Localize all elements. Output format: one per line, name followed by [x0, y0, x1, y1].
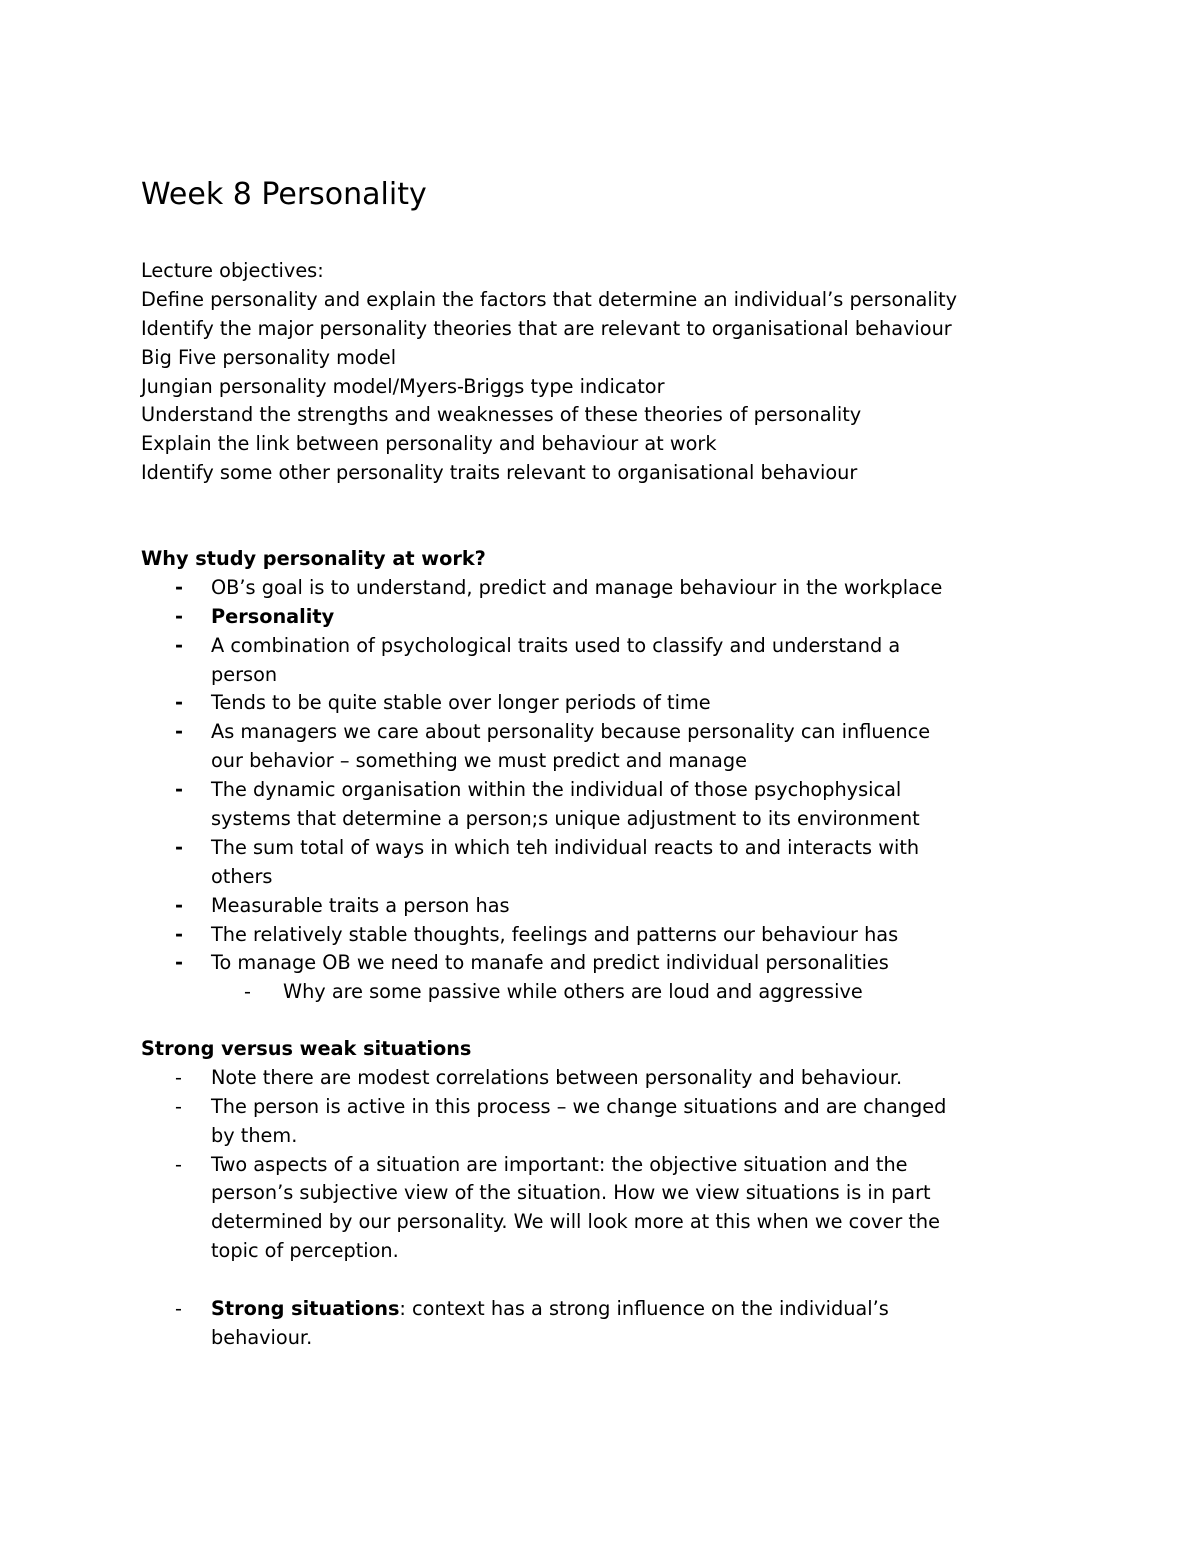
- list-item-text: Measurable traits a person has: [211, 893, 510, 917]
- list-item-continuation: [141, 863, 942, 892]
- bullet-dash: -: [175, 1094, 182, 1118]
- bullet-dash: -: [175, 604, 184, 628]
- list-item-text: others: [211, 864, 273, 888]
- list-item-text: by them.: [211, 1123, 298, 1147]
- list-item-text: Personality: [211, 604, 335, 628]
- bullet-dash: -: [175, 1297, 182, 1321]
- objective-item: Identify some other personality traits relevant to organisational behaviour: [141, 461, 858, 485]
- bullet-dash: -: [175, 575, 184, 599]
- list-item-text: Tends to be quite stable over longer periods of time: [211, 691, 711, 715]
- list-item-text: The person is active in this process – we change situations and are changed: [211, 1094, 947, 1118]
- list-item-continuation: [141, 747, 942, 776]
- objective-item: Big Five personality model: [141, 345, 397, 369]
- bullet-dash: -: [175, 720, 184, 744]
- list-item-text: The dynamic organisation within the individual of those psychophysical: [211, 778, 902, 802]
- list-item: [141, 1093, 946, 1122]
- bullet-dash: -: [175, 691, 184, 715]
- strong-weak-section: [141, 1035, 946, 1353]
- list-item-text: behaviour.: [211, 1325, 313, 1349]
- bullet-dash: -: [175, 1152, 182, 1176]
- list-item-continuation: [141, 1237, 946, 1266]
- strong-situations-term: Strong situations: [211, 1297, 400, 1321]
- list-item: [141, 1064, 946, 1093]
- bullet-dash: -: [175, 778, 184, 802]
- section-heading: Strong versus weak situations: [141, 1037, 472, 1060]
- bullet-dash: -: [175, 922, 184, 946]
- list-item-text: person: [211, 662, 278, 686]
- list-item: [141, 892, 942, 921]
- objective-item: Understand the strengths and weaknesses of these theories of personality: [141, 403, 862, 427]
- why-study-section: [141, 545, 942, 1007]
- list-item: [141, 834, 942, 863]
- bullet-dash: -: [175, 951, 184, 975]
- objectives-label: Lecture objectives:: [141, 259, 324, 282]
- list-item: [141, 921, 942, 950]
- list-item: [141, 718, 942, 747]
- list-item: [141, 949, 942, 978]
- list-item-text: systems that determine a person;s unique adjustment to its environment: [211, 807, 920, 831]
- list-item-continuation: [141, 1324, 946, 1353]
- list-item: [141, 632, 942, 661]
- list-item-continuation: [141, 1122, 946, 1151]
- list-item: [141, 1151, 946, 1180]
- list-item-text: [211, 1295, 946, 1324]
- list-item-text: To manage OB we need to manafe and predict individual personalities: [211, 951, 889, 975]
- section-heading: Why study personality at work?: [141, 547, 486, 570]
- bullet-list: [141, 1064, 946, 1353]
- list-item-text: Two aspects of a situation are important: the objective situation and the: [211, 1152, 908, 1176]
- objective-item: Explain the link between personality and behaviour at work: [141, 432, 717, 456]
- objective-item: Define personality and explain the factors that determine an individual’s personality: [141, 287, 958, 311]
- objective-item: Jungian personality model/Myers-Briggs type indicator: [141, 374, 665, 398]
- bullet-dash: -: [175, 835, 184, 859]
- bullet-dash: -: [175, 633, 184, 657]
- list-item-text: The sum total of ways in which teh individual reacts to and interacts with: [211, 835, 920, 859]
- list-item-continuation: [141, 805, 942, 834]
- list-item-text: Note there are modest correlations between personality and behaviour.: [211, 1065, 903, 1089]
- list-item: [141, 574, 942, 603]
- list-item: [141, 1295, 946, 1324]
- sub-list-item: [141, 978, 942, 1007]
- list-item-text: A combination of psychological traits used to classify and understand a: [211, 633, 901, 657]
- list-item-text: OB’s goal is to understand, predict and manage behaviour in the workplace: [211, 575, 943, 599]
- list-item-text: our behavior – something we must predict and manage: [211, 749, 747, 773]
- list-item-text: The relatively stable thoughts, feelings and patterns our behaviour has: [211, 922, 899, 946]
- list-item-continuation: [141, 1208, 946, 1237]
- list-item: [141, 689, 942, 718]
- list-item-continuation: [141, 1179, 946, 1208]
- page-title: Week 8 Personality: [141, 177, 427, 212]
- list-item: [141, 603, 942, 632]
- list-item-continuation: [141, 661, 942, 690]
- list-item: [141, 776, 942, 805]
- list-item-text: Why are some passive while others are loud and aggressive: [283, 980, 863, 1004]
- objectives-section: [141, 257, 957, 488]
- bullet-dash: -: [175, 1065, 182, 1089]
- objective-item: Identify the major personality theories that are relevant to organisational behaviour: [141, 316, 952, 340]
- bullet-dash: -: [244, 980, 251, 1004]
- list-item-text: person’s subjective view of the situation. How we view situations is in part: [211, 1181, 931, 1205]
- strong-situations-definition: : context has a strong influence on the individual’s: [399, 1297, 889, 1321]
- spacer: [141, 1266, 946, 1295]
- list-item-text: topic of perception.: [211, 1239, 399, 1263]
- list-item-text: As managers we care about personality because personality can influence: [211, 720, 931, 744]
- list-item-text: determined by our personality. We will look more at this when we cover the: [211, 1210, 941, 1234]
- bullet-list: [141, 574, 942, 1007]
- bullet-dash: -: [175, 893, 184, 917]
